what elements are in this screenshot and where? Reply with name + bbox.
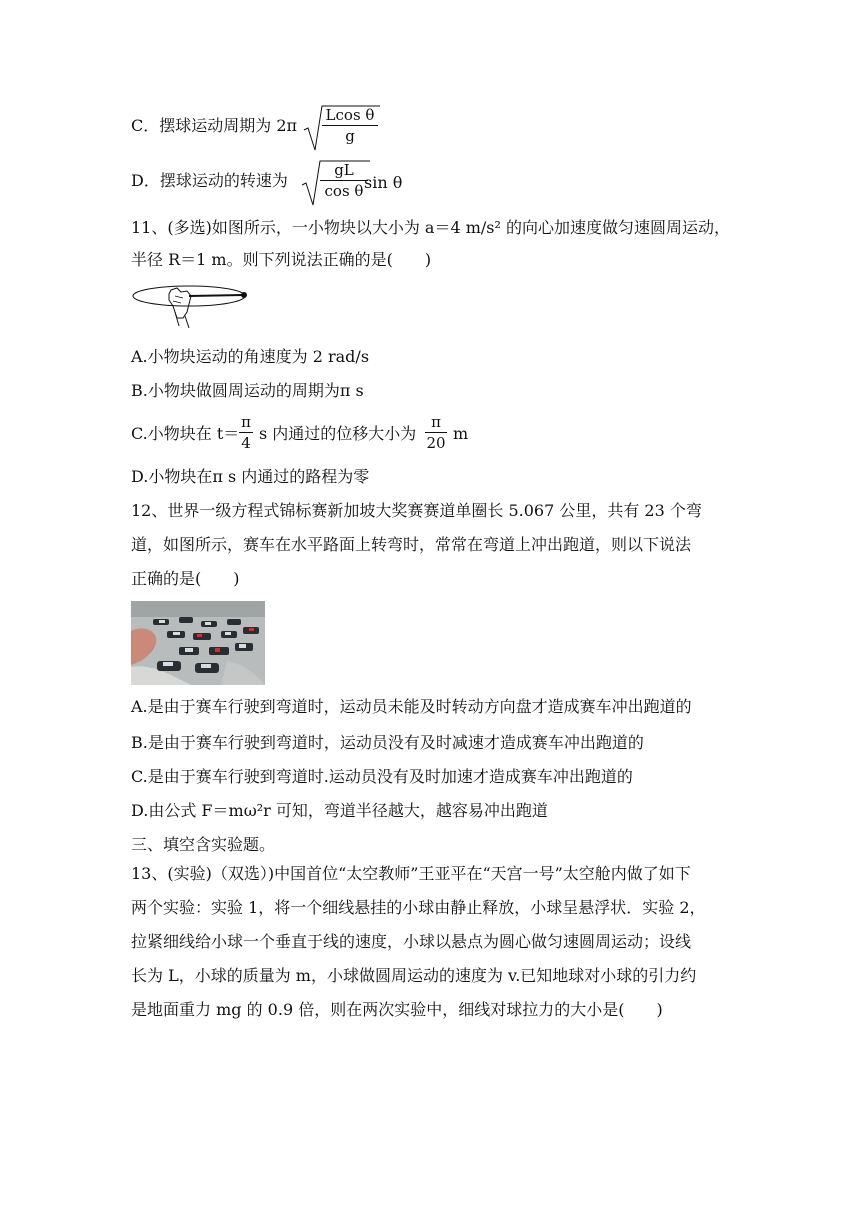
q12-option-a: A.是由于赛车行驶到弯道时，运动员未能及时转动方向盘才造成赛车冲出跑道的 [131, 697, 692, 716]
fraction-d [320, 161, 368, 200]
q11-option-c-unit: m [453, 424, 469, 443]
fraction-c-numerator: Lcos θ [325, 106, 375, 124]
q13-stem-line2: 两个实验：实验 1，将一个细线悬挂的小球由静止释放，小球呈悬浮状．实验 2， [131, 898, 706, 917]
fraction-bar [322, 125, 378, 126]
q12-option-c: C.是由于赛车行驶到弯道时.运动员没有及时加速才造成赛车冲出跑道的 [131, 767, 633, 786]
q12-stem-line3: 正确的是( ) [131, 569, 240, 588]
q12-option-d: D.由公式 F＝mω²r 可知，弯道半径越大，越容易冲出跑道 [131, 801, 548, 820]
fraction-c-denominator: g [345, 127, 355, 145]
fraction-d-numerator: gL [334, 161, 354, 179]
option-c-q10 [131, 116, 297, 136]
q11-option-b: B.小物块做圆周运动的周期为π s [131, 381, 364, 400]
fraction-t-numerator: π [241, 413, 251, 431]
q12-stem-line1: 12、世界一级方程式锦标赛新加坡大奖赛赛道单圈长 5.067 公里，共有 23 个弯 [131, 501, 702, 520]
fraction-t [239, 413, 253, 452]
fraction-bar [425, 432, 447, 433]
q13-stem-line5: 是地面重力 mg 的 0.9 倍，则在两次实验中，细线对球拉力的大小是( ) [131, 1000, 663, 1019]
q11-option-d: D.小物块在π s 内通过的路程为零 [131, 467, 370, 486]
option-c-q10-text: C．摆球运动周期为 2π [131, 116, 298, 135]
option-d-q10-text: D．摆球运动的转速为 [131, 171, 288, 190]
q11-option-c [131, 424, 239, 444]
q13-stem-line1: 13、(实验)（双选）)中国首位“太空教师”王亚平在“天宫一号”太空舱内做了如下 [131, 864, 691, 883]
option-d-q10 [131, 171, 288, 191]
fraction-bar [320, 180, 368, 181]
fraction-x [425, 413, 447, 452]
fraction-t-denominator: 4 [241, 434, 251, 452]
q11-stem-line2: 半径 R＝1 m。则下列说法正确的是( ) [131, 250, 432, 269]
q11-option-c-mid: s 内通过的位移大小为 [259, 424, 417, 443]
q11-option-c-prefix: C.小物块在 t＝ [131, 424, 240, 443]
fraction-bar [239, 432, 253, 433]
q13-stem-line4: 长为 L，小球的质量为 m，小球做圆周运动的速度为 v.已知地球对小球的引力约 [131, 966, 697, 985]
q13-stem-line3: 拉紧细线给小球一个垂直于线的速度，小球以悬点为圆心做匀速圆周运动；设线 [131, 932, 692, 951]
q11-option-a: A.小物块运动的角速度为 2 rad/s [131, 347, 370, 366]
fraction-x-denominator: 20 [426, 434, 446, 452]
q11-stem-line1: 11、(多选)如图所示，一小物块以大小为 a＝4 m/s² 的向心加速度做匀速圆周运动， [131, 218, 731, 237]
sin-theta: sin θ [364, 173, 403, 192]
section-3-title: 三、填空含实验题。 [131, 835, 276, 854]
q12-option-b: B.是由于赛车行驶到弯道时，运动员没有及时减速才造成赛车冲出跑道的 [131, 733, 644, 752]
fraction-x-numerator: π [431, 413, 441, 431]
race-cars-photo [131, 601, 265, 685]
circular-motion-figure [131, 282, 251, 332]
fraction-d-denominator: cos θ [324, 182, 364, 200]
fraction-c [322, 106, 378, 145]
q12-stem-line2: 道，如图所示，赛车在水平路面上转弯时，常常在弯道上冲出跑道，则以下说法 [131, 535, 692, 554]
